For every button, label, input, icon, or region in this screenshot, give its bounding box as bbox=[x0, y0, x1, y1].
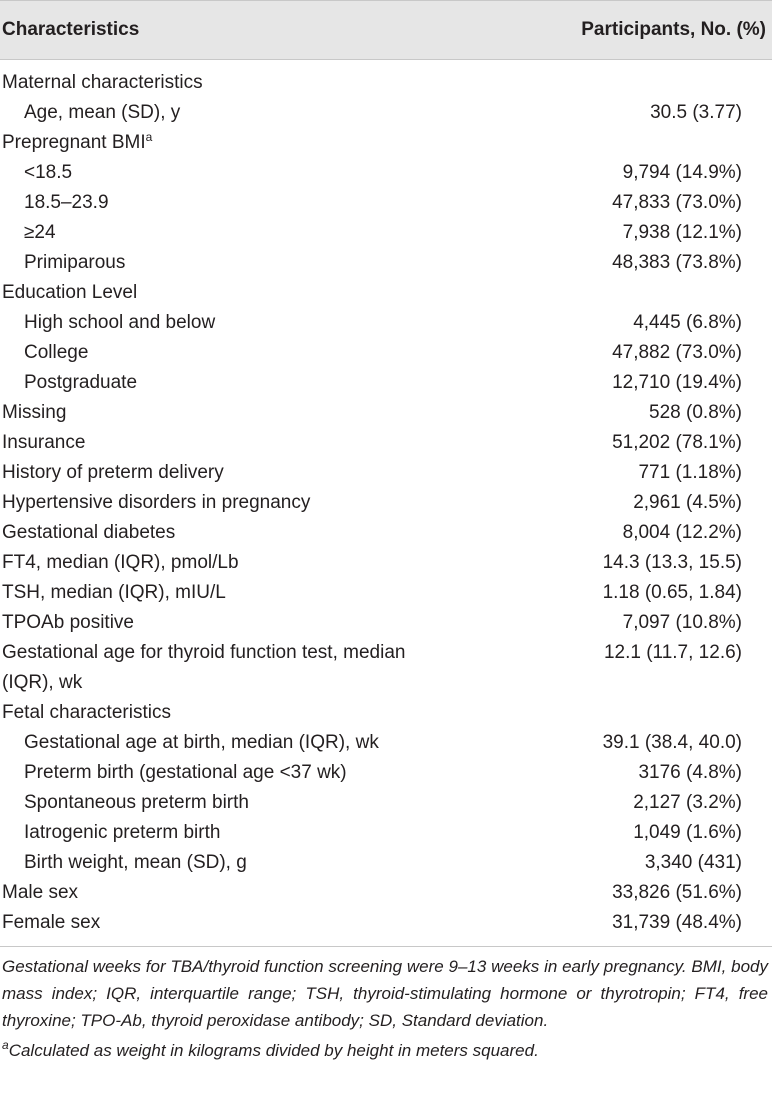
row-label-text: History of preterm delivery bbox=[2, 462, 224, 483]
row-value: 4,445 (6.8%) bbox=[633, 312, 742, 333]
table-row bbox=[0, 278, 772, 308]
row-label-text: <18.5 bbox=[24, 162, 73, 183]
row-label-text: TPOAb positive bbox=[2, 612, 134, 633]
table-row bbox=[0, 908, 772, 938]
table-row bbox=[0, 848, 772, 878]
footnote-main: Gestational weeks for TBA/thyroid function screening were 9–13 weeks in early pregnancy. BMI, body mass index; IQR, interquartile range; TSH, thyroid-stimulating hormone or thyrotropin; FT4, free thyroxine; TPO-Ab, thyroid peroxidase antibody; SD, Standard deviation. bbox=[2, 957, 768, 1030]
table-body bbox=[0, 60, 772, 938]
row-value: 39.1 (38.4, 40.0) bbox=[602, 732, 742, 753]
row-label-text: College bbox=[24, 342, 89, 363]
row-label-text: Insurance bbox=[2, 432, 86, 453]
table-row bbox=[0, 488, 772, 518]
table-row bbox=[0, 398, 772, 428]
row-label bbox=[24, 338, 88, 368]
row-label-text: Gestational age at birth, median (IQR), wk bbox=[24, 732, 379, 753]
header-characteristics: Characteristics bbox=[2, 19, 140, 40]
row-value: 47,833 (73.0%) bbox=[612, 192, 742, 213]
row-label-text: ≥24 bbox=[24, 222, 56, 243]
row-label-text: Missing bbox=[2, 402, 67, 423]
row-label bbox=[24, 368, 137, 398]
table-row bbox=[0, 788, 772, 818]
row-label-text: Maternal characteristics bbox=[2, 72, 203, 93]
row-value: 528 (0.8%) bbox=[649, 402, 742, 423]
row-label bbox=[24, 848, 247, 878]
row-label-text: 18.5–23.9 bbox=[24, 192, 109, 213]
table-row bbox=[0, 188, 772, 218]
row-label bbox=[2, 908, 100, 938]
row-value: 7,938 (12.1%) bbox=[622, 222, 742, 243]
row-label bbox=[2, 68, 203, 98]
row-label bbox=[2, 488, 310, 518]
row-label-text: Prepregnant BMI bbox=[2, 132, 146, 153]
row-label bbox=[24, 728, 379, 758]
row-label-text: Iatrogenic preterm birth bbox=[24, 822, 221, 843]
row-label-text: TSH, median (IQR), mIU/L bbox=[2, 582, 226, 603]
table-row bbox=[0, 518, 772, 548]
row-value: 31,739 (48.4%) bbox=[612, 912, 742, 933]
row-label bbox=[2, 278, 137, 308]
row-label-text: Age, mean (SD), y bbox=[24, 102, 181, 123]
table-row bbox=[0, 308, 772, 338]
table-row bbox=[0, 158, 772, 188]
table-footnotes bbox=[0, 947, 772, 1064]
table-row bbox=[0, 758, 772, 788]
row-label-text: Hypertensive disorders in pregnancy bbox=[2, 492, 311, 513]
row-label bbox=[2, 128, 152, 158]
row-value: 7,097 (10.8%) bbox=[622, 612, 742, 633]
table-row bbox=[0, 248, 772, 278]
row-value: 30.5 (3.77) bbox=[650, 102, 742, 123]
row-label bbox=[2, 578, 226, 608]
row-label-text: Preterm birth (gestational age <37 wk) bbox=[24, 762, 347, 783]
row-label bbox=[24, 758, 347, 788]
table-row bbox=[0, 818, 772, 848]
row-label-text: Female sex bbox=[2, 912, 101, 933]
header-participants: Participants, No. (%) bbox=[581, 19, 766, 40]
row-label-text: FT4, median (IQR), pmol/Lb bbox=[2, 552, 239, 573]
table-row bbox=[0, 878, 772, 908]
table-row bbox=[0, 548, 772, 578]
row-label-text: Gestational age for thyroid function test, median (IQR), wk bbox=[2, 642, 406, 693]
footnote-a bbox=[2, 1037, 768, 1064]
table-row bbox=[0, 98, 772, 128]
row-value: 1.18 (0.65, 1.84) bbox=[602, 582, 742, 603]
row-value: 3176 (4.8%) bbox=[638, 762, 742, 783]
row-label-text: Spontaneous preterm birth bbox=[24, 792, 249, 813]
row-label-text: Gestational diabetes bbox=[2, 522, 176, 543]
table-row bbox=[0, 128, 772, 158]
table-header bbox=[0, 0, 772, 60]
row-value: 2,961 (4.5%) bbox=[633, 492, 742, 513]
table-row bbox=[0, 68, 772, 98]
row-label-text: Postgraduate bbox=[24, 372, 138, 393]
footnote-a-text: Calculated as weight in kilograms divided by height in meters squared. bbox=[8, 1041, 539, 1060]
row-label bbox=[2, 638, 422, 698]
row-value: 8,004 (12.2%) bbox=[622, 522, 742, 543]
table-row bbox=[0, 218, 772, 248]
row-label-text: Birth weight, mean (SD), g bbox=[24, 852, 247, 873]
row-value: 2,127 (3.2%) bbox=[633, 792, 742, 813]
table-row bbox=[0, 428, 772, 458]
row-label bbox=[2, 878, 78, 908]
row-value: 771 (1.18%) bbox=[638, 462, 742, 483]
row-label bbox=[2, 428, 85, 458]
row-value: 48,383 (73.8%) bbox=[612, 252, 742, 273]
table-row bbox=[0, 578, 772, 608]
table-row bbox=[0, 638, 772, 698]
row-value: 47,882 (73.0%) bbox=[612, 342, 742, 363]
row-label bbox=[24, 218, 56, 248]
row-label bbox=[24, 248, 125, 278]
row-value: 12,710 (19.4%) bbox=[612, 372, 742, 393]
table-row bbox=[0, 458, 772, 488]
row-label bbox=[2, 698, 171, 728]
row-label bbox=[24, 788, 249, 818]
table-row bbox=[0, 338, 772, 368]
row-label-text: Primiparous bbox=[24, 252, 126, 273]
row-value: 1,049 (1.6%) bbox=[633, 822, 742, 843]
row-label-text: High school and below bbox=[24, 312, 216, 333]
row-label bbox=[24, 188, 109, 218]
row-label bbox=[2, 458, 224, 488]
row-label bbox=[24, 818, 220, 848]
row-value: 33,826 (51.6%) bbox=[612, 882, 742, 903]
table-row bbox=[0, 698, 772, 728]
row-label-text: Education Level bbox=[2, 282, 138, 303]
row-value: 3,340 (431) bbox=[644, 852, 742, 873]
row-label bbox=[2, 608, 134, 638]
table-row bbox=[0, 728, 772, 758]
row-label bbox=[2, 398, 66, 428]
row-label bbox=[24, 308, 215, 338]
table-row bbox=[0, 368, 772, 398]
row-label-superscript: a bbox=[145, 130, 153, 144]
row-value: 14.3 (13.3, 15.5) bbox=[602, 552, 742, 573]
row-value: 12.1 (11.7, 12.6) bbox=[603, 642, 742, 663]
row-label-text: Fetal characteristics bbox=[2, 702, 171, 723]
row-value: 51,202 (78.1%) bbox=[612, 432, 742, 453]
row-label bbox=[24, 98, 180, 128]
row-label bbox=[2, 518, 175, 548]
row-label bbox=[2, 548, 239, 578]
table-row bbox=[0, 608, 772, 638]
row-value: 9,794 (14.9%) bbox=[622, 162, 742, 183]
row-label bbox=[24, 158, 72, 188]
row-label-text: Male sex bbox=[2, 882, 79, 903]
footnote-a-marker: a bbox=[2, 1038, 9, 1052]
